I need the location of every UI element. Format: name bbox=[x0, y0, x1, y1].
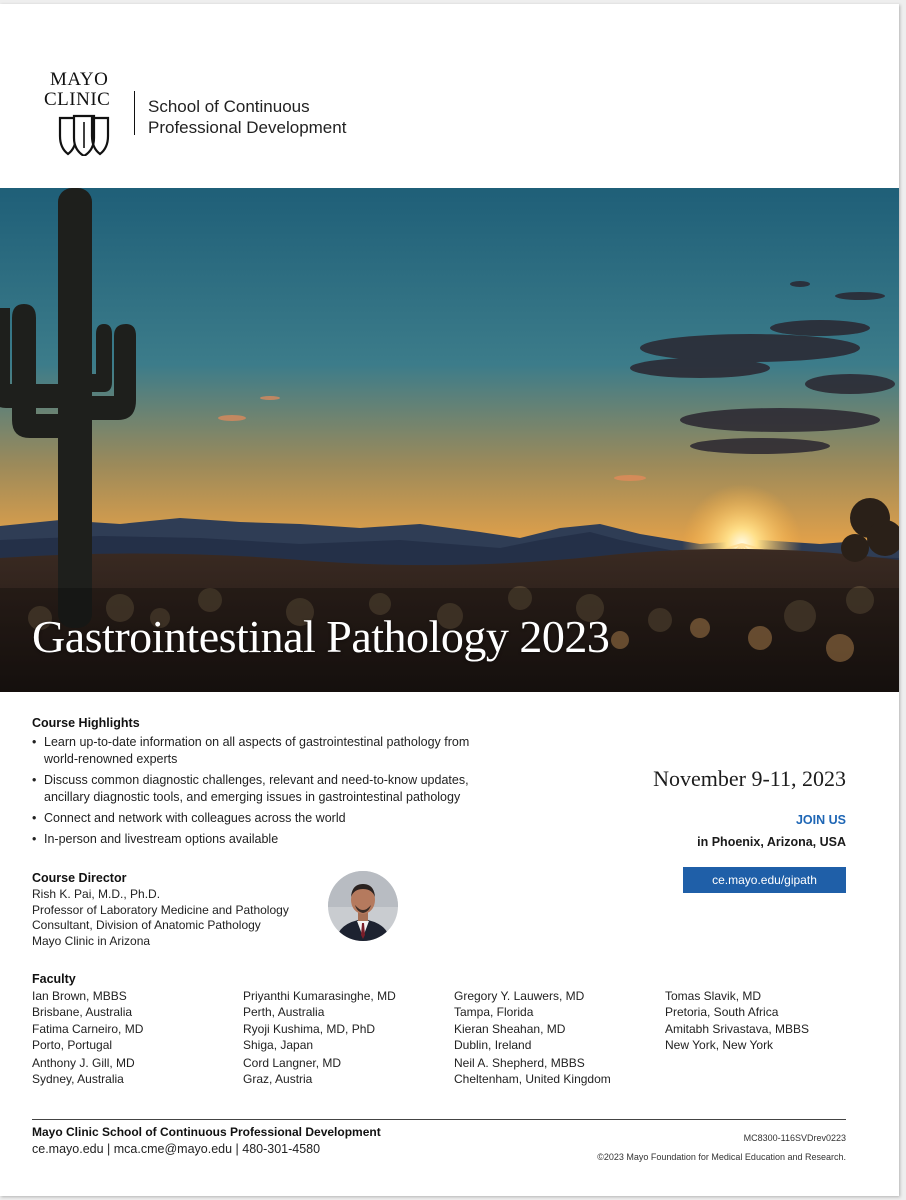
school-line-1: School of Continuous bbox=[148, 97, 310, 116]
join-us-label: JOIN US bbox=[795, 813, 846, 827]
faculty-member: Anthony J. Gill, MD Sydney, Australia bbox=[32, 1056, 135, 1086]
mayo-shields-logo-icon bbox=[56, 114, 112, 156]
school-name bbox=[148, 96, 346, 138]
footer-organization: Mayo Clinic School of Continuous Professional Development bbox=[32, 1125, 381, 1139]
faculty-member: Ian Brown, MBBS Brisbane, Australia bbox=[32, 989, 133, 1019]
course-url-button[interactable]: ce.mayo.edu/gipath bbox=[683, 867, 846, 893]
highlight-item: • Learn up-to-date information on all aspects of gastrointestinal pathology from world-renowned experts bbox=[32, 735, 470, 766]
faculty-member: Fatima Carneiro, MD Porto, Portugal bbox=[32, 1022, 144, 1052]
course-title: Gastrointestinal Pathology 2023 bbox=[32, 611, 610, 662]
faculty-member: Ryoji Kushima, MD, PhD Shiga, Japan bbox=[243, 1022, 376, 1052]
faculty-member: Tomas Slavik, MD Pretoria, South Africa bbox=[665, 989, 779, 1019]
faculty-member: Kieran Sheahan, MD Dublin, Ireland bbox=[454, 1022, 566, 1052]
faculty-heading: Faculty bbox=[32, 972, 76, 986]
faculty-member: Neil A. Shepherd, MBBS Cheltenham, United Kingdom bbox=[454, 1056, 611, 1086]
footer-contact-info: ce.mayo.edu | mca.cme@mayo.edu | 480-301-4580 bbox=[32, 1142, 321, 1156]
portrait-avatar bbox=[328, 871, 398, 941]
director-title-1: Professor of Laboratory Medicine and Pathology bbox=[32, 902, 289, 917]
logo-divider bbox=[134, 91, 135, 135]
logo-text-clinic: CLINIC bbox=[44, 89, 111, 110]
highlight-item: • Discuss common diagnostic challenges, relevant and need-to-know updates, ancillary diagnostic tools, and emerging issues in gastrointestinal pathology bbox=[32, 773, 469, 804]
faculty-member: Cord Langner, MD Graz, Austria bbox=[243, 1056, 342, 1086]
faculty-member: Amitabh Srivastava, MBBS New York, New York bbox=[665, 1022, 810, 1052]
document-code: MC8300-116SVDrev0223 bbox=[743, 1133, 846, 1143]
director-name: Rish K. Pai, M.D., Ph.D. bbox=[32, 887, 161, 901]
director-heading: Course Director bbox=[32, 871, 127, 885]
faculty-member: Gregory Y. Lauwers, MD Tampa, Florida bbox=[454, 989, 585, 1019]
director-title-3: Mayo Clinic in Arizona bbox=[32, 933, 151, 948]
highlight-item: • In-person and livestream options available bbox=[32, 832, 279, 846]
faculty-member: Priyanthi Kumarasinghe, MD Perth, Australia bbox=[243, 989, 396, 1019]
school-line-2: Professional Development bbox=[148, 118, 347, 137]
course-director-block bbox=[32, 870, 289, 949]
director-title-2: Consultant, Division of Anatomic Pathology bbox=[32, 918, 261, 932]
director-portrait bbox=[328, 871, 398, 941]
highlights-list bbox=[32, 734, 502, 852]
highlights-heading: Course Highlights bbox=[32, 716, 140, 730]
highlight-item: • Connect and network with colleagues across the world bbox=[32, 811, 346, 825]
footer-divider bbox=[32, 1119, 846, 1120]
brochure-page bbox=[0, 4, 899, 1196]
event-location: in Phoenix, Arizona, USA bbox=[697, 835, 846, 849]
event-date: November 9-11, 2023 bbox=[653, 766, 846, 791]
logo-text-mayo: MAYO bbox=[50, 69, 109, 90]
copyright-notice: ©2023 Mayo Foundation for Medical Education and Research. bbox=[597, 1152, 846, 1162]
